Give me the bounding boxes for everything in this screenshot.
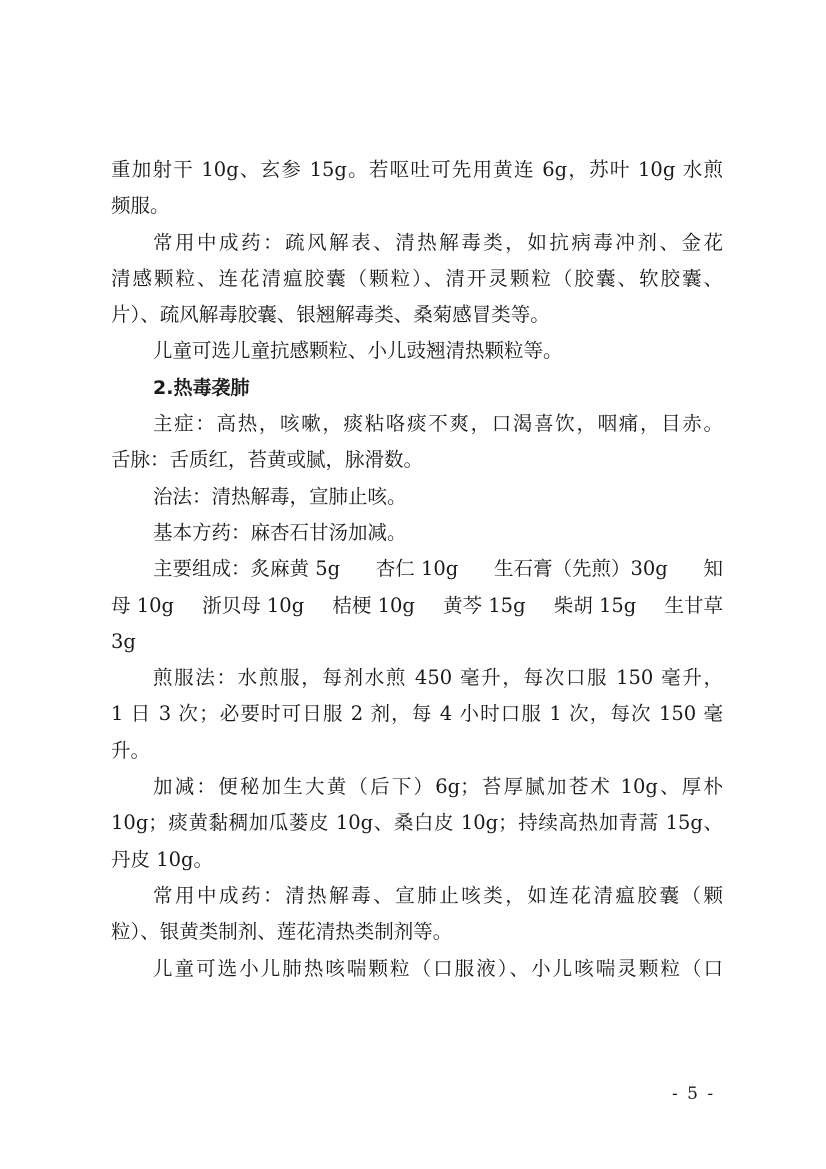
- ingredient: 生甘草: [664, 593, 723, 617]
- text-line: 1 日 3 次；必要时可日服 2 剂，每 4 小时口服 1 次，每次 150 毫: [111, 702, 723, 726]
- text-line: 加减：便秘加生大黄（后下）6g；苔厚腻加苍术 10g、厚朴: [153, 775, 723, 799]
- text-line: 清感颗粒、连花清瘟胶囊（颗粒）、清开灵颗粒（胶囊、软胶囊、: [111, 266, 723, 290]
- ingredient: 生石膏（先煎）30g: [493, 557, 668, 581]
- ingredient: 浙贝母 10g: [202, 593, 305, 617]
- text-line: 治法：清热解毒，宣肺止咳。: [153, 484, 407, 508]
- text-line: 常用中成药：疏风解表、清热解毒类，如抗病毒冲剂、金花: [153, 230, 723, 254]
- text-line: 10g；痰黄黏稠加瓜蒌皮 10g、桑白皮 10g；持续高热加青蒿 15g、: [111, 811, 723, 835]
- text-line: 片）、疏风解毒胶囊、银翘解毒类、桑菊感冒类等。: [111, 303, 550, 327]
- text-line: 频服。: [111, 194, 170, 218]
- ingredient: 黄芩 15g: [443, 593, 526, 617]
- text-line: 3g: [111, 629, 136, 653]
- ingredient: 柴胡 15g: [553, 593, 637, 617]
- ingredient: 母 10g: [111, 593, 174, 617]
- text-line: 粒）、银黄类制剂、莲花清热类制剂等。: [111, 920, 453, 944]
- section-heading: 2.热毒袭肺: [153, 376, 250, 399]
- body-text: [111, 152, 723, 987]
- text-line: 舌脉：舌质红，苔黄或腻，脉滑数。: [111, 448, 424, 472]
- text-line: 儿童可选小儿肺热咳喘颗粒（口服液）、小儿咳喘灵颗粒（口: [153, 956, 723, 980]
- ingredient-line: [111, 588, 723, 624]
- text-line: 主症：高热，咳嗽，痰粘咯痰不爽，口渴喜饮，咽痛，目赤。: [153, 412, 723, 436]
- ingredient: 主要组成：炙麻黄 5g: [153, 557, 341, 581]
- text-line: 丹皮 10g。: [111, 847, 213, 871]
- text-line: 升。: [111, 738, 151, 762]
- text-line: 煎服法：水煎服，每剂水煎 450 毫升，每次口服 150 毫升，: [153, 666, 723, 690]
- text-line: 常用中成药：清热解毒、宣肺止咳类，如连花清瘟胶囊（颗: [153, 883, 723, 907]
- ingredient-line: [111, 551, 723, 587]
- text-line: 重加射干 10g、玄参 15g。若呕吐可先用黄连 6g，苏叶 10g 水煎: [111, 158, 723, 181]
- ingredient: 桔梗 10g: [332, 593, 415, 617]
- ingredient: 知: [703, 557, 723, 581]
- ingredient: 杏仁 10g: [375, 557, 459, 581]
- text-line: 基本方药：麻杏石甘汤加减。: [153, 520, 407, 544]
- text-line: 儿童可选儿童抗感颗粒、小儿豉翘清热颗粒等。: [153, 339, 563, 363]
- page-number: - 5 -: [672, 1084, 716, 1104]
